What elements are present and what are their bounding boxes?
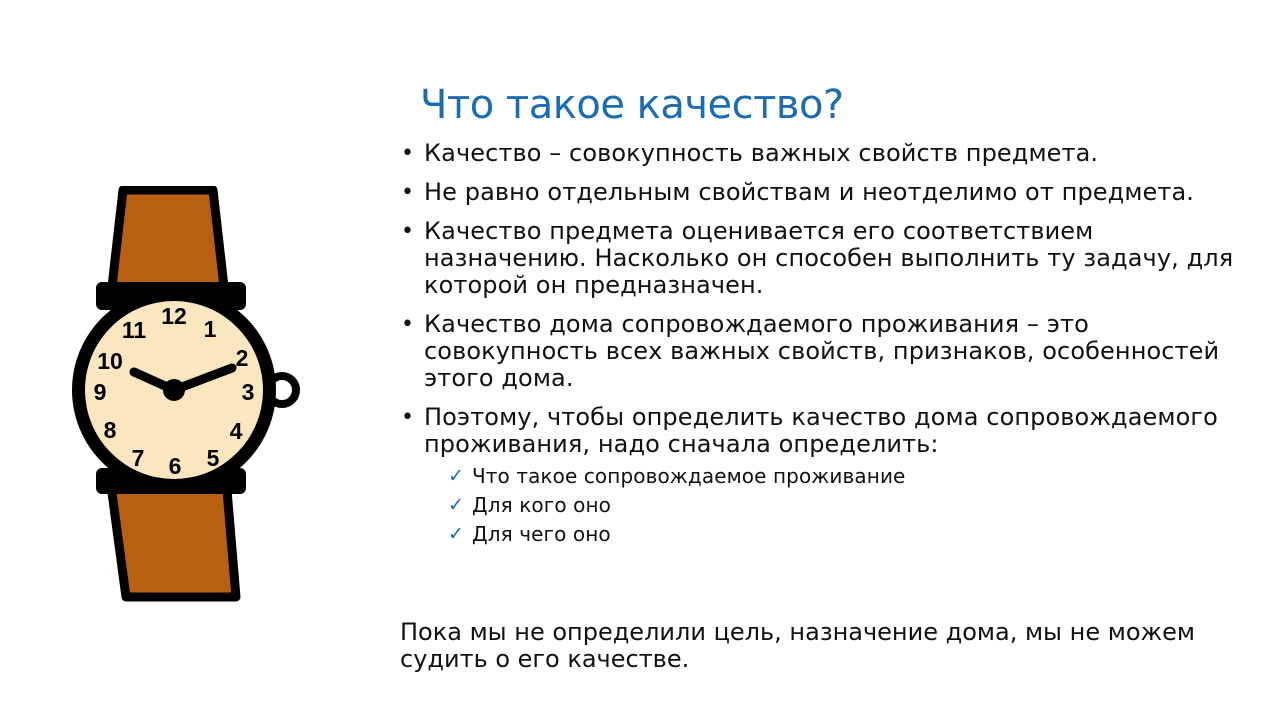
bullet-item — [400, 218, 1260, 299]
bullet-marker: • — [401, 219, 415, 244]
checklist-item — [448, 462, 1260, 491]
numeral-9: 9 — [93, 379, 107, 405]
bullet-text: Не равно отдельным свойствам и неотделимо от предмета. — [424, 178, 1195, 206]
numeral-11: 11 — [121, 317, 147, 343]
bullet-marker: • — [401, 405, 415, 430]
numeral-10: 10 — [97, 348, 123, 374]
bullet-item — [400, 179, 1260, 206]
bullet-text: Поэтому, чтобы определить качество дома сопровождаемого проживания, надо сначала определить: — [424, 403, 1218, 458]
numeral-7: 7 — [131, 445, 145, 471]
numeral-1: 1 — [203, 316, 217, 342]
bullet-text: Качество – совокупность важных свойств предмета. — [424, 139, 1099, 167]
bullet-marker: • — [401, 180, 415, 205]
numeral-8: 8 — [103, 417, 117, 443]
bullet-text: Качество предмета оценивается его соответствием назначению. Насколько он способен выполнить ту задачу, для которой он предназначен. — [424, 217, 1234, 299]
bullet-marker: • — [401, 141, 415, 166]
checklist-item — [448, 491, 1260, 520]
numeral-3: 3 — [241, 379, 255, 405]
bullet-item — [400, 311, 1260, 392]
checkmark-icon: ✓ — [448, 465, 465, 487]
checklist-item — [448, 520, 1260, 549]
conclusion-text: Пока мы не определили цель, назначение дома, мы не можем судить о его качестве. — [400, 618, 1195, 673]
wristwatch-icon — [68, 186, 308, 602]
numeral-6: 6 — [168, 453, 182, 479]
bullet-item — [400, 140, 1260, 167]
checklist — [424, 462, 1260, 549]
numeral-12: 12 — [161, 303, 187, 329]
numeral-2: 2 — [235, 345, 249, 371]
numeral-4: 4 — [229, 418, 243, 444]
checkmark-icon: ✓ — [448, 523, 465, 545]
bullet-list — [400, 140, 1260, 561]
bullet-marker: • — [401, 312, 415, 337]
checklist-text: Для кого оно — [472, 493, 611, 517]
slide-title: Что такое качество? — [420, 82, 844, 128]
bullet-item — [400, 404, 1260, 549]
checkmark-icon: ✓ — [448, 494, 465, 516]
hands-pivot — [163, 379, 185, 401]
checklist-text: Для чего оно — [472, 522, 611, 546]
numeral-5: 5 — [206, 445, 220, 471]
bullet-text: Качество дома сопровождаемого проживания – это совокупность всех важных свойств, признаков, особенностей этого дома. — [424, 310, 1220, 392]
checklist-text: Что такое сопровождаемое проживание — [472, 464, 906, 488]
bottom-strap — [110, 478, 236, 597]
